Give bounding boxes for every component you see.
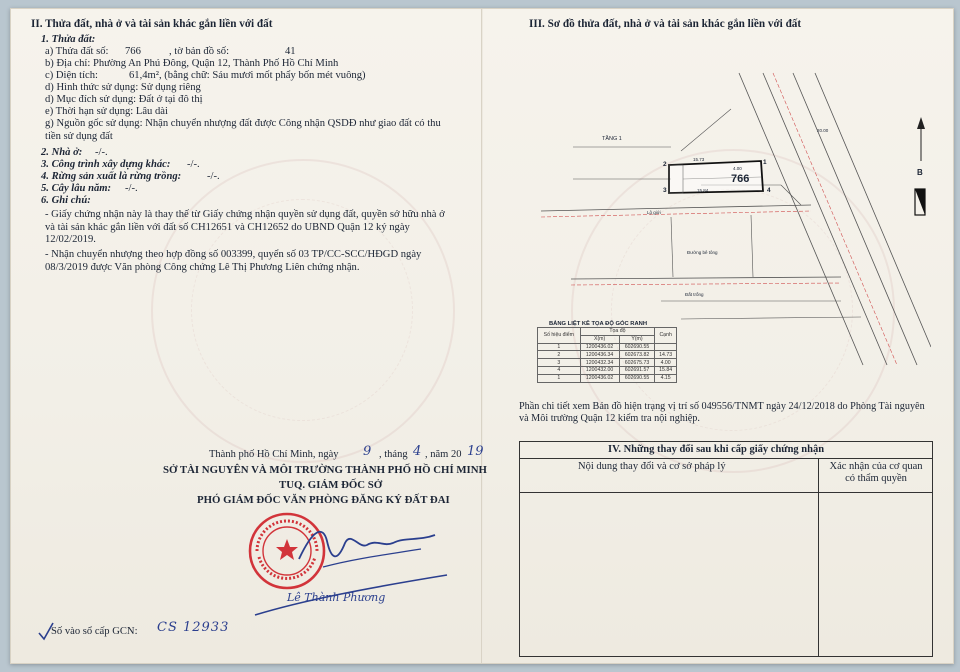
table-row: 1 1200436.02 602690.55 4.15 (538, 374, 677, 382)
changes-table (519, 441, 933, 657)
item6-title: 6. Ghi chú: (41, 195, 91, 206)
changes-header-row (520, 458, 932, 493)
changes-title: IV. Những thay đổi sau khi cấp giấy chứng nhận (608, 444, 825, 455)
date-day: 9 (363, 444, 372, 459)
handwritten-signature (293, 519, 443, 579)
parcel-number: 766 (125, 46, 141, 57)
table-row: 2 1200436.34 602673.82 14.73 (538, 351, 677, 359)
dim-side: 4.00 (733, 166, 742, 171)
coord-head-y: Y(m) (619, 335, 655, 343)
item2-value: -/-. (95, 147, 108, 158)
road-label-3: Đất trống (685, 292, 704, 297)
gcn-number-label: Số vào sổ cấp GCN: (51, 626, 138, 637)
address: b) Địa chỉ: Phường An Phú Đông, Quận 12, Thành Phố Hồ Chí Minh (45, 58, 339, 69)
corner-1-label: 1 (763, 159, 767, 166)
corner-4-label: 4 (767, 187, 771, 194)
date-month-label: , tháng (379, 449, 408, 460)
dim-top: 15.73 (693, 157, 705, 162)
authority-department: SỞ TÀI NGUYÊN VÀ MÔI TRƯỜNG THÀNH PHỐ HỒ CHÍ MINH (163, 464, 487, 476)
changes-column-divider (818, 458, 819, 656)
date-prefix: Thành phố Hồ Chí Minh, ngày (209, 449, 339, 460)
coord-head-x: X(m) (580, 335, 619, 343)
signer-name: Lê Thành Phương (287, 591, 386, 604)
item3-title: 3. Công trình xây dựng khác: (41, 159, 171, 170)
parcel-number-label: 766 (731, 173, 750, 185)
item5-value: -/-. (125, 183, 138, 194)
item2-title: 2. Nhà ở: (41, 147, 83, 158)
area-label: c) Diện tích: (45, 70, 98, 81)
table-row: 3 1200432.34 602675.73 4.00 (538, 359, 677, 367)
road-label-1: Lộ giới (647, 210, 661, 215)
floor-label: TẦNG 1 (602, 136, 622, 142)
item5-title: 5. Cây lâu năm: (41, 183, 112, 194)
usage-term: e) Thời hạn sử dụng: Lâu dài (45, 106, 168, 117)
changes-col-confirmation: Xác nhận của cơ quan có thẩm quyền (829, 461, 923, 485)
note-transfer: - Nhận chuyển nhượng theo hợp đồng số 003399, quyển số 03 TP/CC-SCC/HĐGD ngày 08/3/2019 được Văn phòng Công chứng Lê Thị Phương Liên chứng nhận. (45, 249, 422, 273)
coord-head-point: Số hiệu điểm (538, 328, 581, 344)
north-arrow-icon: B (917, 168, 923, 177)
dim-bottom: 15.84 (697, 188, 709, 193)
coord-head-coord: Tọa độ (580, 328, 655, 336)
usage-purpose: d) Mục đích sử dụng: Đất ở tại đô thị (45, 94, 203, 105)
usage-origin: g) Nguồn gốc sử dụng: Nhận chuyển nhượng đất được Công nhận QSDĐ như giao đất có thu tiền sử dụng đất (45, 118, 441, 142)
parcel-label: a) Thửa đất số: (45, 46, 109, 57)
item4-value: -/-. (207, 171, 220, 182)
date-year-label: , năm 20 (425, 449, 462, 460)
section-ii-title: II. Thửa đất, nhà ở và tài sản khác gắn liền với đất (31, 18, 273, 30)
date-year: 19 (467, 444, 484, 459)
compass-icon (913, 187, 927, 217)
corner-3-label: 3 (663, 187, 667, 194)
map-sheet-number: 41 (285, 46, 296, 57)
right-page (483, 9, 953, 663)
changes-title-row (520, 442, 932, 459)
certificate-sheet (10, 8, 954, 664)
note-replacement: - Giấy chứng nhận này là thay thế từ Giấy chứng nhận quyền sử dụng đất, quyền sở hữu nhà ở và tài sản khác gắn liền với đất số CH12651 và CH12652 do UBND Quận 12 ký ngày 12/02/2019. (45, 209, 445, 246)
authority-proxy: TUQ. GIÁM ĐỐC SỞ (279, 479, 383, 491)
item4-title: 4. Rừng sản xuất là rừng trồng: (41, 171, 182, 182)
gcn-number-value: CS 12933 (157, 620, 230, 635)
coordinate-table (537, 327, 677, 383)
corner-2-label: 2 (663, 161, 667, 168)
changes-col-content: Nội dung thay đổi và cơ sở pháp lý (578, 461, 726, 472)
table-row: 1 1200436.02 602690.55 (538, 343, 677, 351)
table-row: 4 1200432.00 602691.57 15.84 (538, 366, 677, 374)
item3-value: -/-. (187, 159, 200, 170)
usage-form: d) Hình thức sử dụng: Sử dụng riêng (45, 82, 201, 93)
left-page (11, 9, 487, 663)
detail-note: Phần chi tiết xem Bản đồ hiện trạng vị trí số 049556/TNMT ngày 24/12/2018 do Phòng Tài nguyên và Môi trường Quận 12 kiểm tra nội nghiệp. (519, 401, 925, 425)
date-month: 4 (413, 444, 422, 459)
map-sheet-label: , tờ bản đồ số: (169, 46, 230, 57)
section-iii-title: III. Sơ đồ thửa đất, nhà ở và tài sản khác gắn liền với đất (529, 18, 802, 30)
authority-title: PHÓ GIÁM ĐỐC VĂN PHÒNG ĐĂNG KÝ ĐẤT ĐAI (197, 494, 450, 506)
road-label-2: Đường bê tông (687, 250, 718, 255)
coord-head-edge: Cạnh (655, 328, 677, 344)
area-value: 61,4m², (bằng chữ: Sáu mươi mốt phẩy bốn mét vuông) (129, 70, 366, 81)
item1-title: 1. Thửa đất: (41, 34, 96, 45)
coord-table-title: BẢNG LIỆT KÊ TỌA ĐỘ GÓC RANH (549, 321, 648, 327)
dim-road: 20.00 (817, 128, 829, 133)
